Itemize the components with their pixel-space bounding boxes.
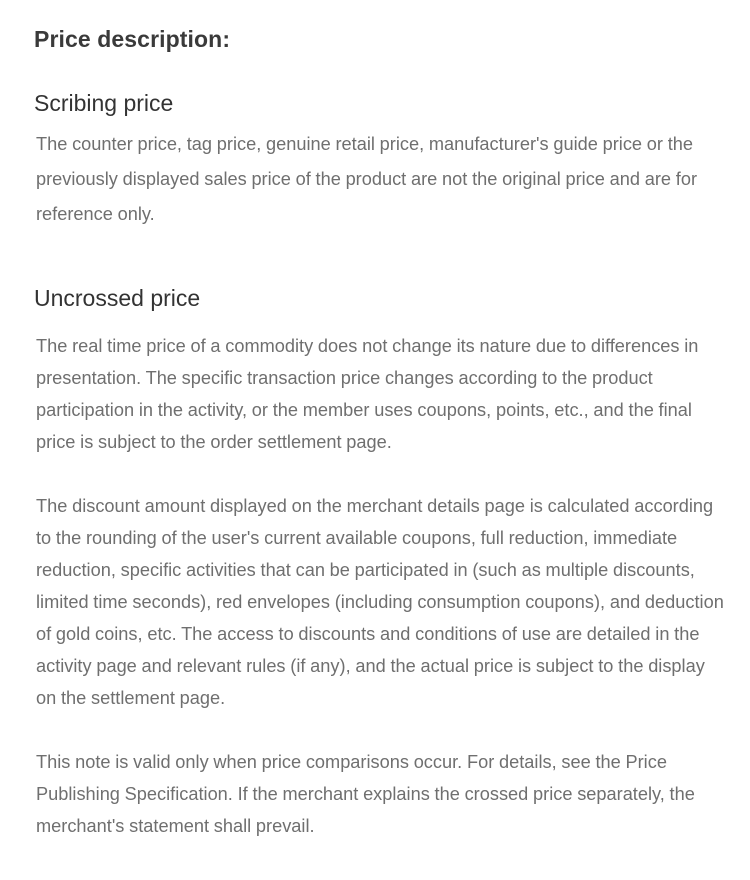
uncrossed-price-paragraph-2: The discount amount displayed on the merchant details page is calculated according to the rounding of the user's current available coupons, full reduction, immediate reduction, specific activities that can be participated in (such as multiple discounts, limited time seconds), red envelopes (including consumption coupons), and deduction of gold coins, etc. The access to discounts and conditions of use are detailed in the activity page and relevant rules (if any), and the actual price is subject to the display on the settlement page. bbox=[36, 496, 724, 708]
scribing-price-paragraph: The counter price, tag price, genuine retail price, manufacturer's guide price or the previously displayed sales price of the product are not the original price and are for reference only. bbox=[36, 134, 698, 224]
uncrossed-price-heading: Uncrossed price bbox=[34, 285, 201, 311]
scribing-price-heading: Scribing price bbox=[34, 90, 174, 116]
uncrossed-price-paragraph-1: The real time price of a commodity does not change its nature due to differences in presentation. The specific transaction price changes according to the product participation in the activity, or the member uses coupons, points, etc., and the final price is subject to the order settlement page. bbox=[36, 336, 699, 452]
uncrossed-price-paragraph-3: This note is valid only when price comparisons occur. For details, see the Price Publishing Specification. If the merchant explains the crossed price separately, the merchant's statement shall prevail. bbox=[36, 752, 695, 836]
page-title: Price description: bbox=[34, 26, 231, 52]
